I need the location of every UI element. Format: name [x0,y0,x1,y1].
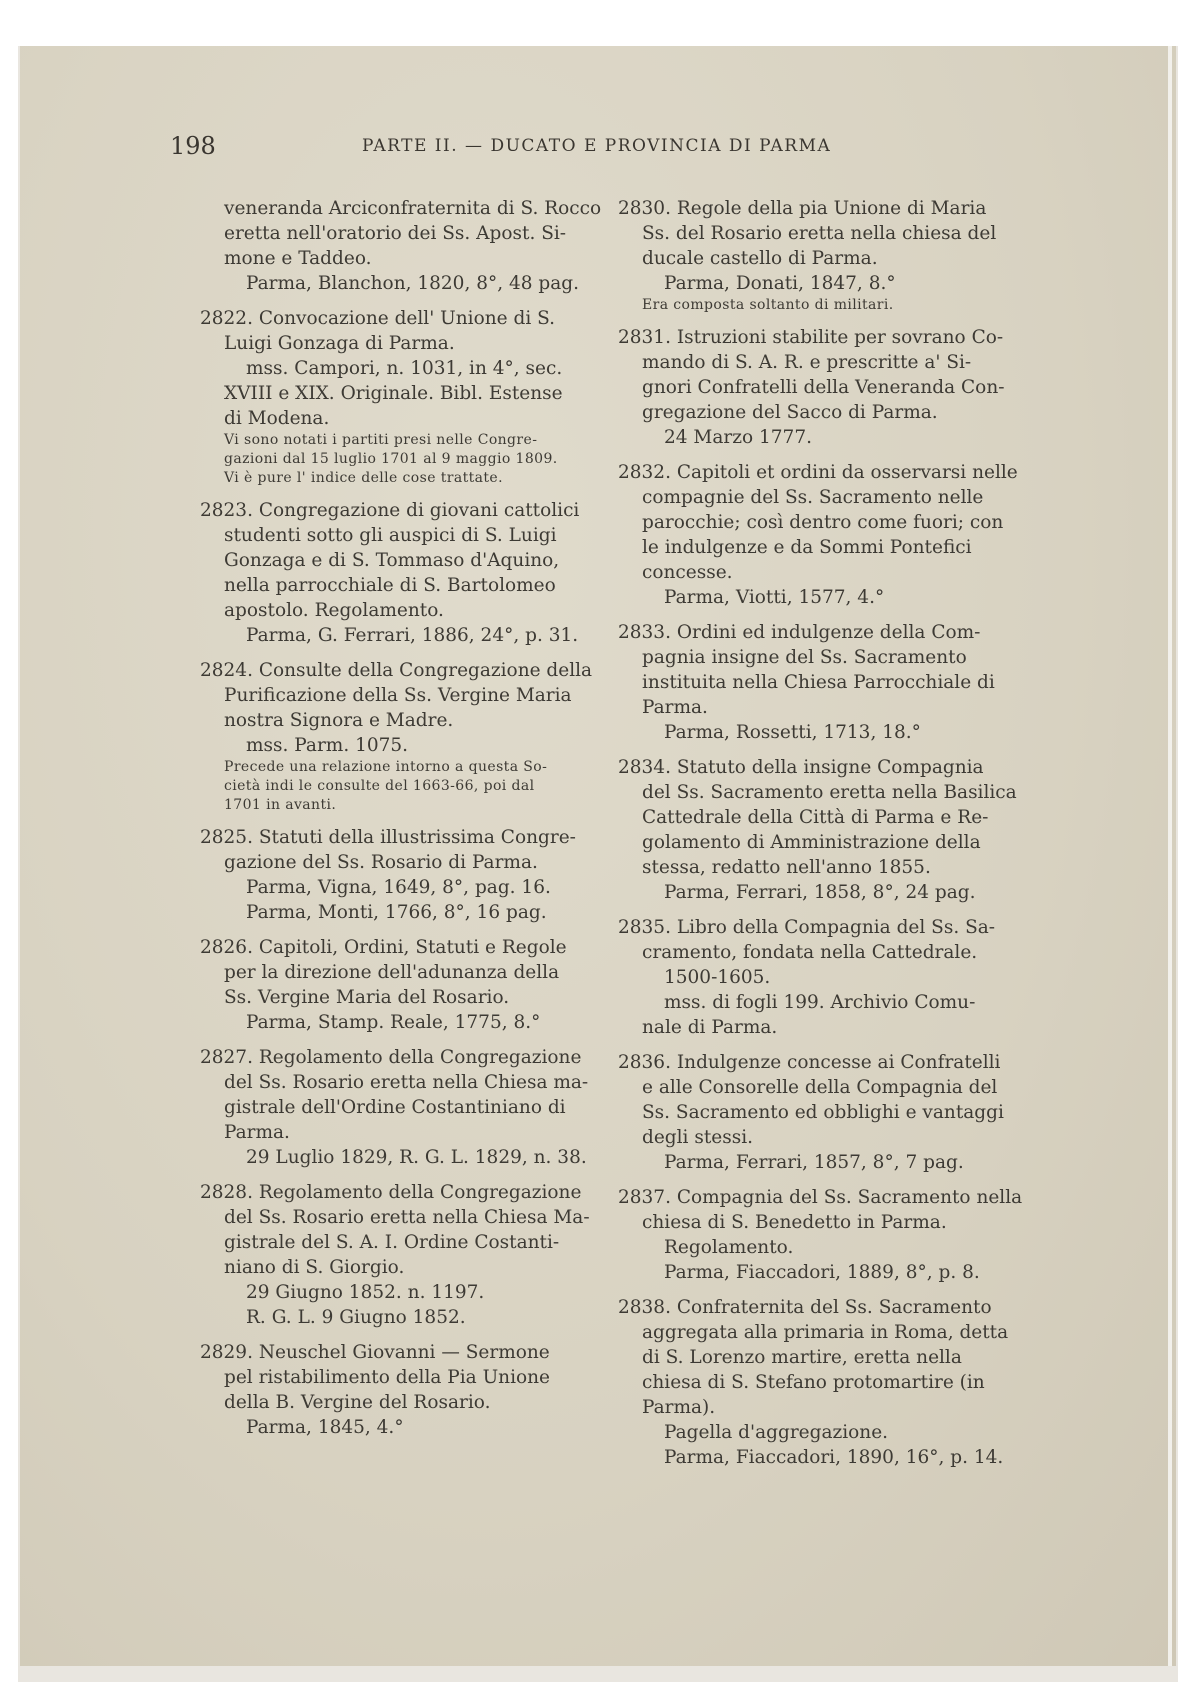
entry-line: Parma, G. Ferrari, 1886, 24°, p. 31. [246,625,579,646]
entry-line: Parma, Blanchon, 1820, 8°, 48 pag. [246,273,580,294]
entry-heading-line: 2826. Capitoli, Ordini, Statuti e Regole [200,937,567,958]
entry-line: gregazione del Sacco di Parma. [642,402,938,423]
entry-line: Parma, Ferrari, 1857, 8°, 7 pag. [664,1152,964,1173]
entry-line: Ss. del Rosario eretta nella chiesa del [642,223,997,244]
entry-line: mss. Parm. 1075. [246,735,409,756]
entry-line: 24 Marzo 1777. [664,427,812,448]
entry-line: di Modena. [224,408,330,429]
entry-note [200,758,620,815]
entry-line: degli stessi. [642,1127,754,1148]
entry-line: del Ss. Sacramento eretta nella Basilica [642,782,1017,803]
entry-line: Gonzaga e di S. Tommaso d'Aquino, [224,550,560,571]
entry-line: Parma, Viotti, 1577, 4.° [664,587,885,608]
entry-line: e alle Consorelle della Compagnia del [642,1077,998,1098]
entry-line: 1500-1605. [664,967,771,988]
entry-heading-line: 2822. Convocazione dell' Unione di S. [200,308,556,329]
entry-heading-line: 2832. Capitoli et ordini da osservarsi nelle [618,462,1018,483]
catalog-entry [200,935,620,1035]
entry-line: eretta nell'oratorio dei Ss. Apost. Si- [224,223,567,244]
entry-line: nostra Signora e Madre. [224,710,454,731]
entry-line: gistrale del S. A. I. Ordine Costanti- [224,1232,560,1253]
entry-line: per la direzione dell'adunanza della [224,962,560,983]
entry-line: pel ristabilimento della Pia Unione [224,1367,550,1388]
entry-line: Ss. Vergine Maria del Rosario. [224,987,510,1008]
entry-line: 29 Giugno 1852. n. 1197. [246,1282,485,1303]
entry-line: Luigi Gonzaga di Parma. [224,333,455,354]
entry-heading-line: 2833. Ordini ed indulgenze della Com- [618,622,981,643]
entry-line: Regolamento. [664,1237,794,1258]
entry-heading-line: 2831. Istruzioni stabilite per sovrano Co- [618,327,1004,348]
note-line: Vi è pure l' indice delle cose trattate. [224,470,503,486]
entry-line: ducale castello di Parma. [642,248,878,269]
entry-line: aggregata alla primaria in Roma, detta [642,1322,1009,1343]
entry-line: Parma. [642,697,708,718]
entry-line: niano di S. Giorgio. [224,1257,405,1278]
entry-line: Parma, Donati, 1847, 8.° [664,273,896,294]
entry-line: stessa, redatto nell'anno 1855. [642,857,931,878]
catalog-entry [200,658,620,815]
catalog-entry [200,306,620,488]
entry-line: gistrale dell'Ordine Costantiniano di [224,1097,566,1118]
entry-heading-line: 2837. Compagnia del Ss. Sacramento nella [618,1187,1023,1208]
entry-line: golamento di Amministrazione della [642,832,981,853]
entry-line: mss. di fogli 199. Archivio Comu- [664,992,976,1013]
entry-heading-line: 2825. Statuti della illustrissima Congre- [200,827,576,848]
entry-heading-line: 2834. Statuto della insigne Compagnia [618,757,984,778]
entry-line: Parma, Monti, 1766, 8°, 16 pag. [246,902,547,923]
entry-line: Parma, Fiaccadori, 1890, 16°, p. 14. [664,1447,1004,1468]
entry-line: Pagella d'aggregazione. [664,1422,889,1443]
catalog-entry [200,1340,620,1440]
entry-line: chiesa di S. Stefano protomartire (in [642,1372,985,1393]
entry-line: R. G. L. 9 Giugno 1852. [246,1307,466,1328]
note-line: cietà indi le consulte del 1663-66, poi dal [224,778,535,794]
entry-line: del Ss. Rosario eretta nella Chiesa ma- [224,1072,589,1093]
note-line: Vi sono notati i partiti presi nelle Congre- [224,432,538,448]
entry-line: Parma, Fiaccadori, 1889, 8°, p. 8. [664,1262,980,1283]
entry-line: cramento, fondata nella Cattedrale. [642,942,978,963]
entry-line: gnori Confratelli della Veneranda Con- [642,377,1005,398]
note-line: Precede una relazione intorno a questa So- [224,759,548,775]
entry-heading-line: 2830. Regole della pia Unione di Maria [618,198,987,219]
page-header [170,132,930,162]
entry-line: studenti sotto gli auspici di S. Luigi [224,525,557,546]
entry-line: nale di Parma. [642,1017,778,1038]
entry-line: Cattedrale della Città di Parma e Re- [642,807,989,828]
entry-line: Ss. Sacramento ed obblighi e vantaggi [642,1102,1004,1123]
catalog-entry [200,498,620,648]
entry-line: gazione del Ss. Rosario di Parma. [224,852,538,873]
note-line: gazioni dal 15 luglio 1701 al 9 maggio 1809. [224,451,558,467]
catalog-entry [200,1045,620,1170]
entry-heading-line: 2829. Neuschel Giovanni — Sermone [200,1342,550,1363]
catalog-entry [200,825,620,925]
catalog-entry [618,196,1058,315]
entry-line: apostolo. Regolamento. [224,600,444,621]
entry-line: instituita nella Chiesa Parrocchiale di [642,672,995,693]
catalog-entry [618,1295,1058,1470]
note-line: Era composta soltanto di militari. [642,297,894,313]
entry-heading-line: 2828. Regolamento della Congregazione [200,1182,582,1203]
catalog-entry [618,460,1058,610]
entry-line: 29 Luglio 1829, R. G. L. 1829, n. 38. [246,1147,587,1168]
entry-line: Parma, Ferrari, 1858, 8°, 24 pag. [664,882,976,903]
right-column [618,196,1058,1480]
entry-line: nella parrocchiale di S. Bartolomeo [224,575,556,596]
entry-line: XVIII e XIX. Originale. Bibl. Estense [224,383,563,404]
entry-line: mando di S. A. R. e prescritte a' Si- [642,352,972,373]
entry-note [200,431,620,488]
entry-line: Parma, Rossetti, 1713, 18.° [664,722,921,743]
entry-line: Parma). [642,1397,716,1418]
page-edge [1168,46,1172,1666]
catalog-entry [618,755,1058,905]
entry-line: Parma, Stamp. Reale, 1775, 8.° [246,1012,541,1033]
entry-line: le indulgenze e da Sommi Pontefici [642,537,972,558]
entry-line: di S. Lorenzo martire, eretta nella [642,1347,962,1368]
catalog-entry [618,620,1058,745]
entry-heading-line: 2835. Libro della Compagnia del Ss. Sa- [618,917,996,938]
entry-heading-line: veneranda Arciconfraternita di S. Rocco [224,198,602,219]
entry-line: Parma, Vigna, 1649, 8°, pag. 16. [246,877,551,898]
entry-note [618,296,1058,315]
entry-heading-line: 2824. Consulte della Congregazione della [200,660,593,681]
entry-line: mone e Taddeo. [224,248,372,269]
entry-heading-line: 2823. Congregazione di giovani cattolici [200,500,580,521]
entry-line: compagnie del Ss. Sacramento nelle [642,487,984,508]
entry-heading-line: 2838. Confraternita del Ss. Sacramento [618,1297,992,1318]
page-number: 198 [170,132,216,160]
catalog-entry [200,196,620,296]
entry-line: mss. Campori, n. 1031, in 4°, sec. [246,358,563,379]
entry-line: Parma. [224,1122,290,1143]
catalog-entry [618,1185,1058,1285]
catalog-entry [618,325,1058,450]
entry-line: chiesa di S. Benedetto in Parma. [642,1212,947,1233]
catalog-entry [618,1050,1058,1175]
running-head: PARTE II. — DUCATO E PROVINCIA DI PARMA [362,136,832,156]
entry-line: del Ss. Rosario eretta nella Chiesa Ma- [224,1207,590,1228]
entry-heading-line: 2827. Regolamento della Congregazione [200,1047,582,1068]
entry-heading-line: 2836. Indulgenze concesse ai Confratelli [618,1052,1001,1073]
entry-line: pagnia insigne del Ss. Sacramento [642,647,967,668]
entry-line: Purificazione della Ss. Vergine Maria [224,685,572,706]
entry-line: parocchie; così dentro come fuori; con [642,512,1004,533]
catalog-entry [618,915,1058,1040]
entry-line: Parma, 1845, 4.° [246,1417,404,1438]
left-column [200,196,620,1450]
note-line: 1701 in avanti. [224,797,337,813]
entry-line: concesse. [642,562,733,583]
catalog-entry [200,1180,620,1330]
entry-line: della B. Vergine del Rosario. [224,1392,491,1413]
